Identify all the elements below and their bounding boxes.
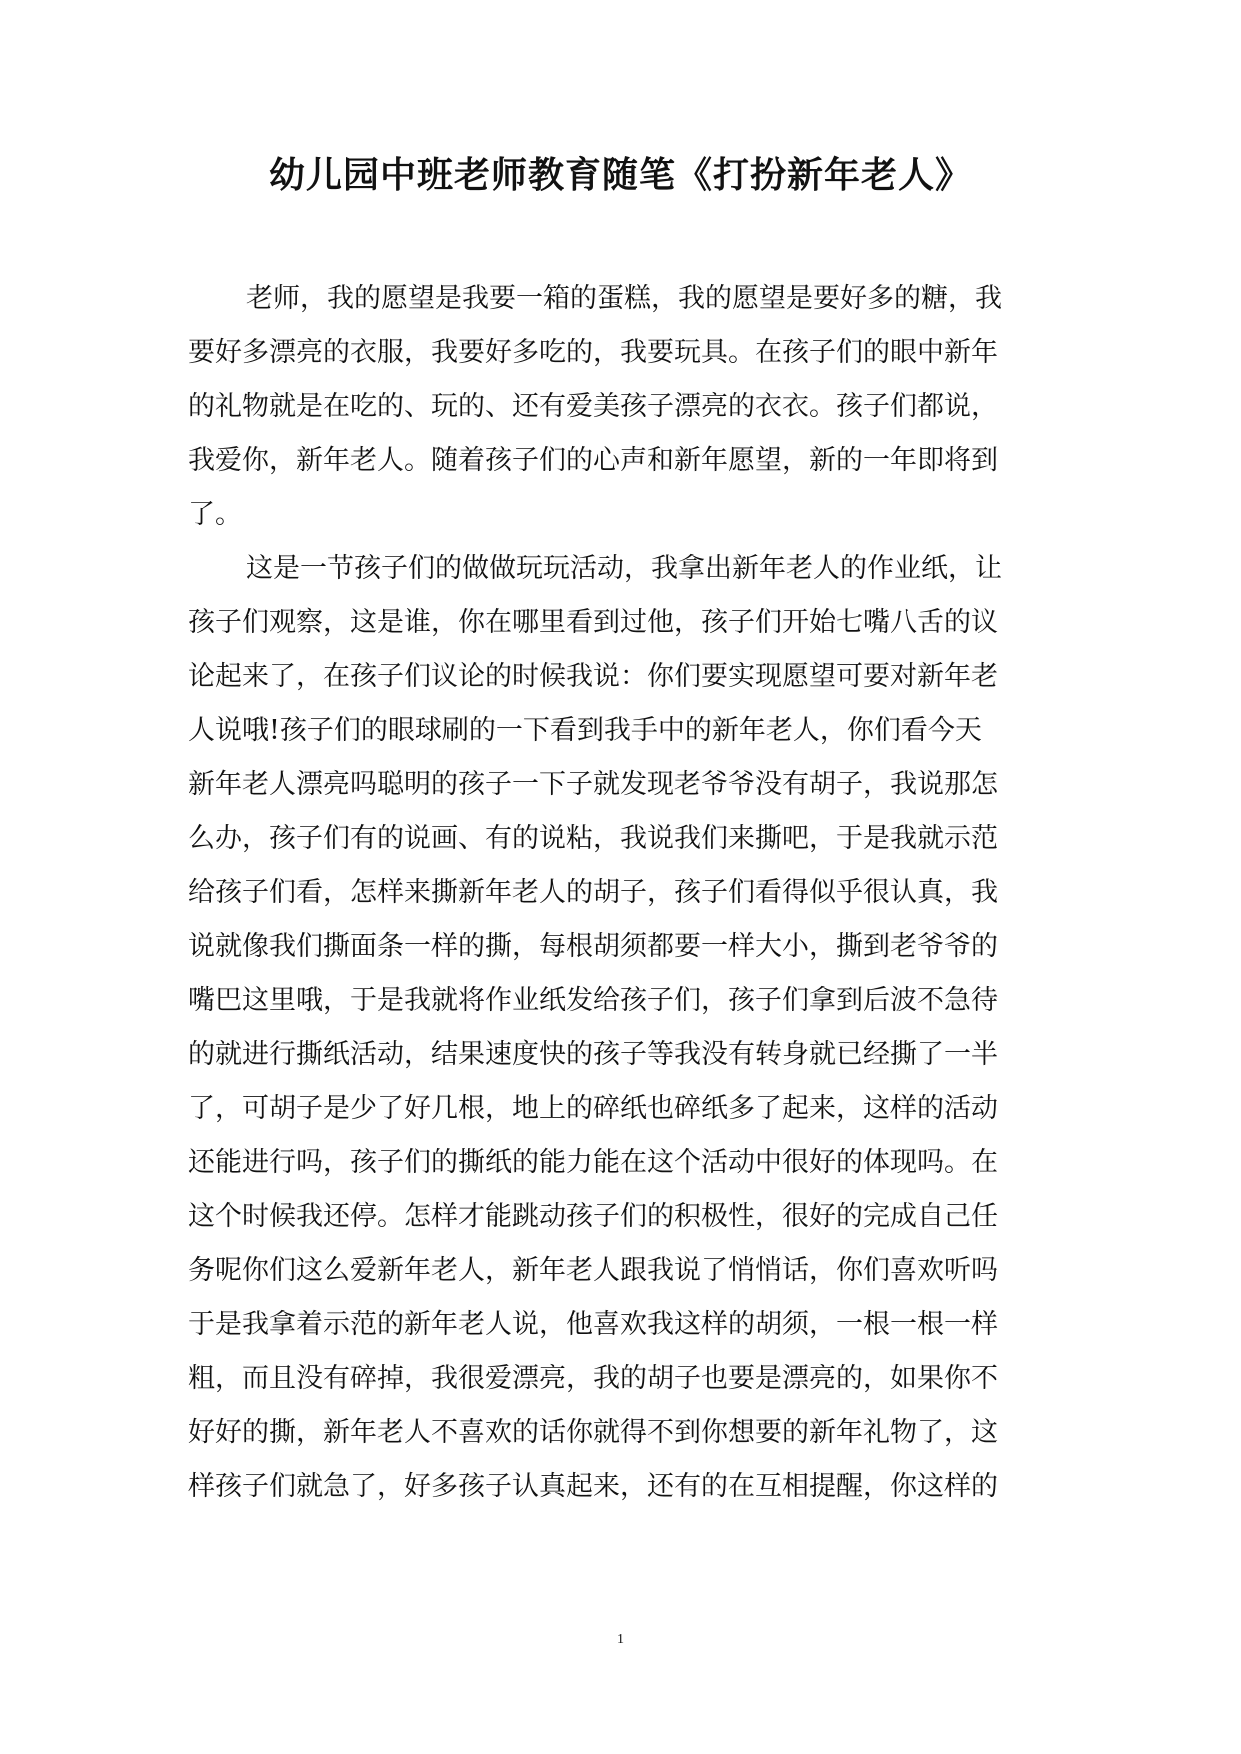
text-line: 孩子们观察，这是谁，你在哪里看到过他，孩子们开始七嘴八舌的议 bbox=[188, 607, 998, 638]
text-line: 还能进行吗，孩子们的撕纸的能力能在这个活动中很好的体现吗。在 bbox=[188, 1147, 998, 1178]
text-line: 务呢你们这么爱新年老人，新年老人跟我说了悄悄话，你们喜欢听吗 bbox=[188, 1255, 998, 1286]
paragraph-2 bbox=[188, 542, 1068, 1514]
text-line: 新年老人漂亮吗聪明的孩子一下子就发现老爷爷没有胡子，我说那怎 bbox=[188, 769, 998, 800]
text-line: 嘴巴这里哦，于是我就将作业纸发给孩子们，孩子们拿到后波不急待 bbox=[188, 985, 998, 1016]
text-line: 于是我拿着示范的新年老人说，他喜欢我这样的胡须，一根一根一样 bbox=[188, 1309, 998, 1340]
page-number: 1 bbox=[617, 1632, 624, 1647]
text-line: 这个时候我还停。怎样才能跳动孩子们的积极性，很好的完成自己任 bbox=[188, 1201, 998, 1232]
text-line: 老师，我的愿望是我要一箱的蛋糕，我的愿望是要好多的糖，我 bbox=[246, 283, 1002, 314]
text-line: 样孩子们就急了，好多孩子认真起来，还有的在互相提醒，你这样的 bbox=[188, 1471, 998, 1502]
text-line: 粗，而且没有碎掉，我很爱漂亮，我的胡子也要是漂亮的，如果你不 bbox=[188, 1363, 998, 1394]
text-line: 了。 bbox=[188, 499, 242, 530]
text-line: 说就像我们撕面条一样的撕，每根胡须都要一样大小，撕到老爷爷的 bbox=[188, 931, 998, 962]
text-line: 么办，孩子们有的说画、有的说粘，我说我们来撕吧，于是我就示范 bbox=[188, 823, 998, 854]
text-line: 人说哦!孩子们的眼球刷的一下看到我手中的新年老人，你们看今天 bbox=[188, 715, 982, 746]
document-title: 幼儿园中班老师教育随笔《打扮新年老人》 bbox=[268, 154, 972, 196]
text-line: 我爱你，新年老人。随着孩子们的心声和新年愿望，新的一年即将到 bbox=[188, 445, 998, 476]
paragraph-1 bbox=[188, 272, 1068, 542]
document-body bbox=[188, 272, 1068, 1514]
text-line: 要好多漂亮的衣服，我要好多吃的，我要玩具。在孩子们的眼中新年 bbox=[188, 337, 998, 368]
text-line: 的就进行撕纸活动，结果速度快的孩子等我没有转身就已经撕了一半 bbox=[188, 1039, 998, 1070]
text-line: 的礼物就是在吃的、玩的、还有爱美孩子漂亮的衣衣。孩子们都说， bbox=[188, 391, 998, 422]
text-line: 这是一节孩子们的做做玩玩活动，我拿出新年老人的作业纸，让 bbox=[246, 553, 1002, 584]
text-line: 给孩子们看，怎样来撕新年老人的胡子，孩子们看得似乎很认真，我 bbox=[188, 877, 998, 908]
text-line: 论起来了，在孩子们议论的时候我说：你们要实现愿望可要对新年老 bbox=[188, 661, 998, 692]
text-line: 好好的撕，新年老人不喜欢的话你就得不到你想要的新年礼物了，这 bbox=[188, 1417, 998, 1448]
text-line: 了，可胡子是少了好几根，地上的碎纸也碎纸多了起来，这样的活动 bbox=[188, 1093, 998, 1124]
